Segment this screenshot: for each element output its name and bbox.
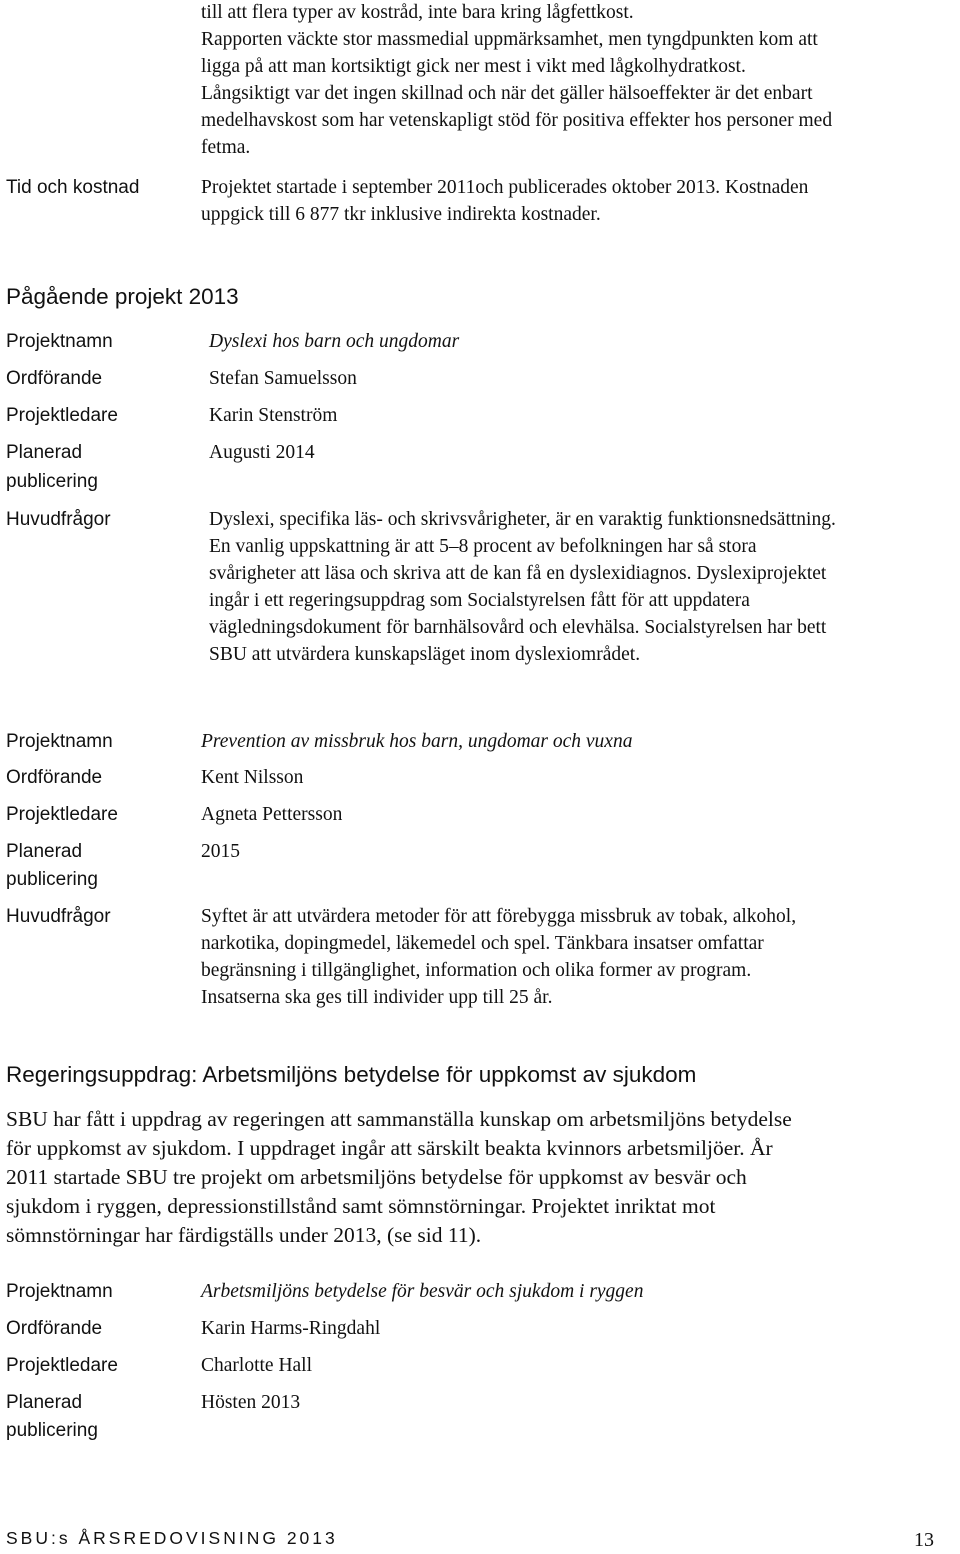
body-line: SBU har fått i uppdrag av regeringen att sammanställa kunskap om arbetsmiljöns betydelse — [6, 1107, 792, 1131]
body-line: sömnstörningar har färdigställs under 2013, (se sid 11). — [6, 1223, 482, 1247]
question-line: narkotika, dopingmedel, läkemedel och spel. Tänkbara insatser omfattar — [201, 933, 764, 954]
project3-name: Arbetsmiljöns betydelse för besvär och sjukdom i ryggen — [201, 1281, 644, 1302]
intro-line: Rapporten väckte stor massmedial uppmärksamhet, men tyngdpunkten kom att — [201, 29, 818, 50]
intro-line: Långsiktigt var det ingen skillnad och när det gäller hälsoeffekter är det enbart — [201, 83, 813, 104]
label-planerad: Planerad — [6, 1392, 83, 1413]
label-projektledare: Projektledare — [6, 405, 118, 426]
question-line: Dyslexi, specifika läs- och skrivsvårigheter, är en varaktig funktionsnedsättning. — [209, 509, 836, 530]
project2-chair: Kent Nilsson — [201, 767, 304, 788]
project1-questions — [209, 506, 836, 668]
label-projektnamn: Projektnamn — [6, 731, 113, 752]
label-huvudfragor: Huvudfrågor — [6, 906, 111, 927]
section-heading-regeringsuppdrag: Regeringsuppdrag: Arbetsmiljöns betydelse för uppkomst av sjukdom — [6, 1062, 697, 1087]
label-planerad: Planerad — [6, 841, 83, 862]
label-huvudfragor: Huvudfrågor — [6, 509, 111, 530]
tid-line: Projektet startade i september 2011och publicerades oktober 2013. Kostnaden — [201, 177, 809, 198]
section2-body — [6, 1105, 792, 1250]
label-projektledare: Projektledare — [6, 804, 118, 825]
project3-publication: Hösten 2013 — [201, 1392, 301, 1413]
label-publicering: publicering — [6, 471, 98, 492]
body-line: 2011 startade SBU tre projekt om arbetsmiljöns betydelse för uppkomst av besvär och — [6, 1165, 747, 1189]
page-number: 13 — [914, 1529, 934, 1551]
intro-line: ligga på att man kortsiktigt gick ner mest i vikt med lågkolhydratkost. — [201, 56, 746, 77]
project1-name: Dyslexi hos barn och ungdomar — [209, 331, 460, 352]
project2-name: Prevention av missbruk hos barn, ungdomar och vuxna — [201, 731, 633, 752]
project1-leader: Karin Stenström — [209, 405, 338, 426]
project3-leader: Charlotte Hall — [201, 1355, 313, 1376]
label-ordforande: Ordförande — [6, 767, 103, 788]
label-ordforande: Ordförande — [6, 368, 103, 389]
project1-publication: Augusti 2014 — [209, 442, 315, 463]
project2-leader: Agneta Pettersson — [201, 804, 343, 825]
project3-chair: Karin Harms-Ringdahl — [201, 1318, 381, 1339]
intro-line: fetma. — [201, 137, 251, 158]
question-line: ingår i ett regeringsuppdrag som Socialstyrelsen fått för att uppdatera — [209, 590, 750, 611]
intro-paragraph — [201, 0, 832, 161]
project1-chair: Stefan Samuelsson — [209, 368, 357, 389]
label-projektnamn: Projektnamn — [6, 331, 113, 352]
label-projektnamn: Projektnamn — [6, 1281, 113, 1302]
question-line: vägledningsdokument för barnhälsovård och elevhälsa. Socialstyrelsen har bett — [209, 617, 827, 638]
question-line: SBU att utvärdera kunskapsläget inom dyslexiområdet. — [209, 644, 641, 665]
tid-och-kostnad-text — [201, 174, 808, 228]
question-line: Insatserna ska ges till individer upp till 25 år. — [201, 987, 553, 1008]
body-line: för uppkomst av sjukdom. I uppdraget ingår att särskilt beakta kvinnors arbetsmiljöer. År — [6, 1136, 773, 1160]
label-planerad: Planerad — [6, 442, 83, 463]
body-line: sjukdom i ryggen, depressionstillstånd samt sömnstörningar. Projektet inriktat mot — [6, 1194, 716, 1218]
label-projektledare: Projektledare — [6, 1355, 118, 1376]
section-heading-pagaende: Pågående projekt 2013 — [6, 284, 239, 309]
intro-line: medelhavskost som har vetenskapligt stöd för positiva effekter hos personer med — [201, 110, 833, 131]
project2-questions — [201, 903, 796, 1011]
question-line: svårigheter att läsa och skriva att de kan få en dyslexidiagnos. Dyslexiprojektet — [209, 563, 827, 584]
project2-publication: 2015 — [201, 841, 240, 862]
tid-line: uppgick till 6 877 tkr inklusive indirekta kostnader. — [201, 204, 601, 225]
tid-och-kostnad-label: Tid och kostnad — [6, 177, 140, 198]
question-line: En vanlig uppskattning är att 5–8 procent av befolkningen har så stora — [209, 536, 757, 557]
label-publicering: publicering — [6, 1420, 98, 1441]
footer-title: SBU:s ÅRSREDOVISNING 2013 — [6, 1528, 338, 1548]
label-ordforande: Ordförande — [6, 1318, 103, 1339]
label-publicering: publicering — [6, 869, 98, 890]
question-line: Syftet är att utvärdera metoder för att förebygga missbruk av tobak, alkohol, — [201, 906, 797, 927]
intro-line: till att flera typer av kostråd, inte bara kring lågfettkost. — [201, 2, 634, 23]
question-line: begränsning i tillgänglighet, information och olika former av program. — [201, 960, 752, 981]
